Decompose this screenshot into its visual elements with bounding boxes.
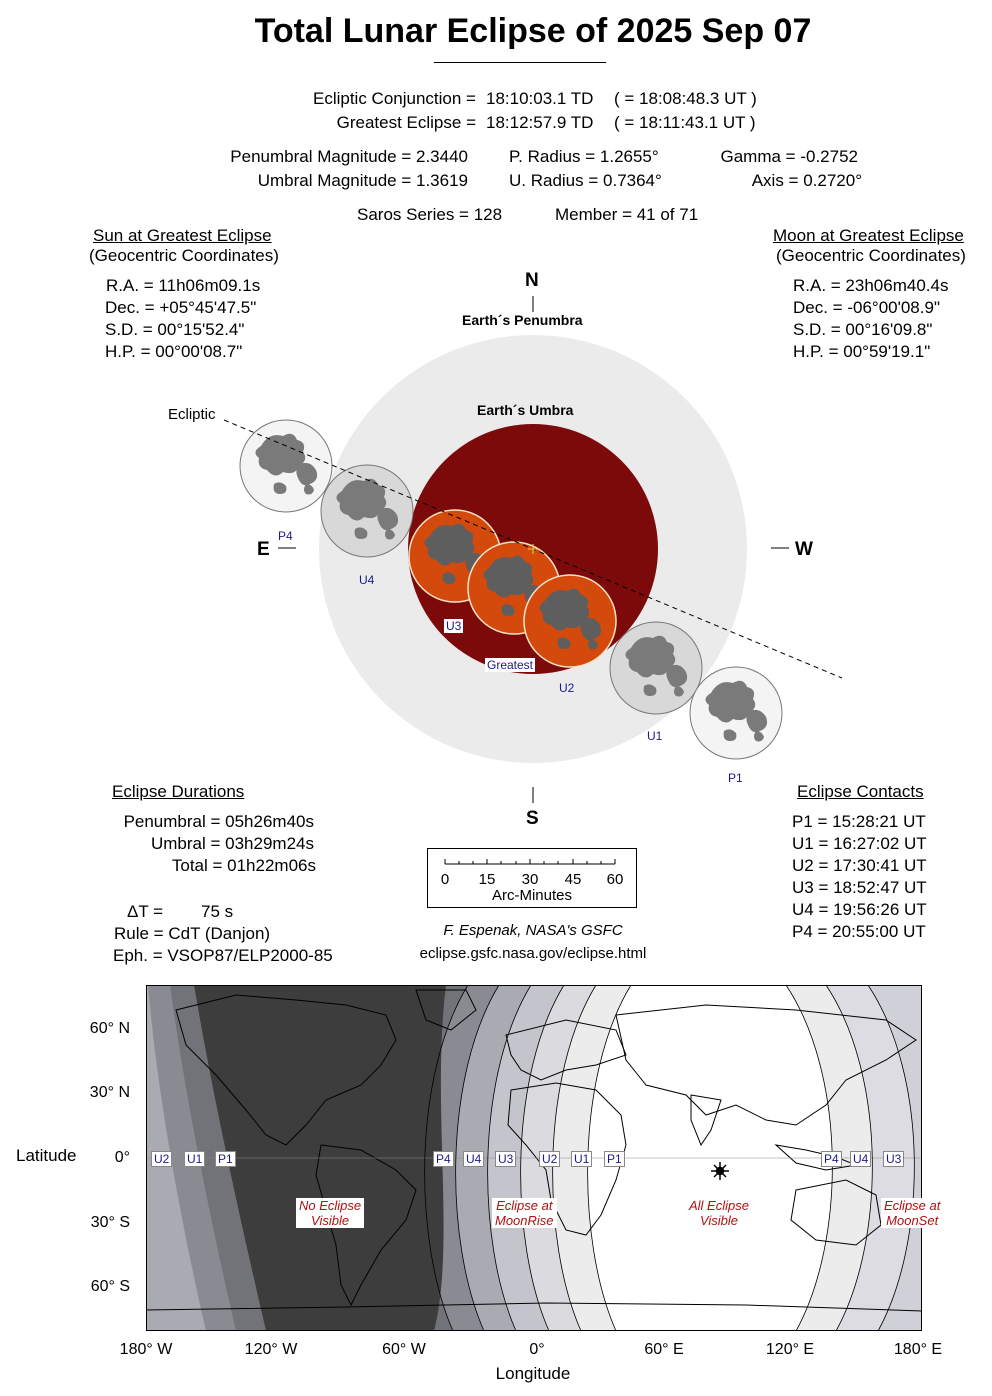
scale-tick-60: 60 [606,871,624,888]
moon-u2 [524,575,616,667]
credit-author: F. Espenak, NASA's GSFC [443,922,623,939]
sun-dec: Dec. = +05°45'47.5" [105,298,257,317]
sun-hp: H.P. = 00°00'08.7" [105,342,243,361]
lon-tick-180e: 180° E [893,1341,943,1358]
region-moonset-line1: Eclipse at [884,1198,941,1213]
map-mid-u4: U4 [463,1151,484,1167]
lon-tick-180w: 180° W [119,1341,173,1358]
duration-umbral: Umbral = 03h29m24s [150,834,314,853]
map-left-u1: U1 [184,1151,205,1167]
duration-penumbral: Penumbral = 05h26m40s [123,812,314,831]
moon-dec: Dec. = -06°00'08.9" [793,298,940,317]
east-label: E [257,539,270,560]
contact-u3: U3 = 18:52:47 UT [792,878,927,897]
penumbra-label: Earth´s Penumbra [462,312,583,328]
moon-hp: H.P. = 00°59'19.1" [793,342,931,361]
moon-ra: R.A. = 23h06m40.4s [793,276,949,295]
moon-u1 [610,622,702,714]
longitude-axis-title: Longitude [495,1364,571,1383]
region-all-line2: Visible [699,1213,739,1228]
sun-sd: S.D. = 00°15'52.4" [105,320,245,339]
sun-subheading: (Geocentric Coordinates) [89,246,279,265]
map-mid-u1: U1 [571,1151,592,1167]
map-mid-u2: U2 [539,1151,560,1167]
delta-t-label: ΔT = [127,902,164,921]
south-label: S [526,808,539,829]
moon-u4 [321,465,413,557]
region-moonset-line2: MoonSet [886,1213,939,1228]
duration-total: Total = 01h22m06s [171,856,316,875]
u-radius: U. Radius = 0.7364° [509,171,662,190]
lon-tick-120e: 120° E [765,1341,815,1358]
penumbral-magnitude: Penumbral Magnitude = 2.3440 [230,147,468,166]
contact-p4: P4 = 20:55:00 UT [792,922,926,941]
u2-label: U2 [559,681,575,695]
lat-tick-0: 0° [114,1149,130,1166]
credit-url: eclipse.gsfc.nasa.gov/eclipse.html [419,945,647,962]
saros-member: Member = 41 of 71 [555,205,699,224]
conjunction-label: Ecliptic Conjunction = [312,89,476,108]
lat-tick-60n: 60° N [89,1020,130,1037]
map-right-u3: U3 [883,1151,904,1167]
region-no-eclipse-line1: No Eclipse [299,1198,362,1213]
region-label-all-eclipse [686,1198,752,1228]
contact-u1: U1 = 16:27:02 UT [792,834,927,853]
axis: Axis = 0.2720° [751,171,862,190]
west-label: W [795,539,813,560]
north-label: N [525,270,539,291]
map-right-p4: P4 [821,1151,842,1167]
visibility-map [146,985,922,1331]
durations-heading: Eclipse Durations [112,782,245,801]
sun-ra: R.A. = 11h06m09.1s [106,276,261,295]
u3-label: U3 [446,619,462,633]
map-left-p1: P1 [215,1151,236,1167]
region-label-moonrise [492,1198,557,1228]
lon-tick-60e: 60° E [644,1341,684,1358]
gamma: Gamma = -0.2752 [720,147,858,166]
contact-p1: P1 = 15:28:21 UT [792,812,926,831]
latitude-axis-title: Latitude [16,1146,77,1165]
moon-subheading: (Geocentric Coordinates) [776,246,966,265]
contact-u4: U4 = 19:56:26 UT [792,900,927,919]
umbral-magnitude: Umbral Magnitude = 1.3619 [257,171,468,190]
map-right-u4: U4 [850,1151,871,1167]
scale-tick-45: 45 [564,871,582,888]
scale-unit-label: Arc-Minutes [491,887,573,904]
greatest-label-diagram: Greatest [487,658,534,672]
umbra-label: Earth´s Umbra [477,402,574,418]
saros-series: Saros Series = 128 [357,205,503,224]
map-left-u2: U2 [151,1151,172,1167]
sun-heading: Sun at Greatest Eclipse [93,226,272,245]
p1-label: P1 [728,771,743,785]
ecliptic-label: Ecliptic [168,406,216,423]
region-moonrise-line2: MoonRise [495,1213,554,1228]
lon-tick-60w: 60° W [382,1341,426,1358]
moon-sd: S.D. = 00°16'09.8" [793,320,933,339]
region-all-line1: All Eclipse [689,1198,749,1213]
rule: Rule = CdT (Danjon) [114,924,271,943]
map-mid-p1: P1 [604,1151,625,1167]
page-title: Total Lunar Eclipse of 2025 Sep 07 [254,12,812,50]
scale-tick-0: 0 [440,871,450,888]
lon-tick-0: 0° [529,1341,545,1358]
lat-tick-30n: 30° N [89,1084,130,1101]
moon-heading: Moon at Greatest Eclipse [773,226,964,245]
region-no-eclipse-line2: Visible [311,1213,350,1228]
region-label-no-eclipse [296,1198,364,1228]
region-moonrise-line1: Eclipse at [496,1198,553,1213]
greatest-td: 18:12:57.9 TD [486,113,594,132]
scale-tick-30: 30 [521,871,539,888]
lat-tick-30s: 30° S [90,1214,130,1231]
conjunction-td: 18:10:03.1 TD [486,89,594,108]
moon-p4 [240,420,332,512]
region-label-moonset [881,1198,943,1228]
u1-label: U1 [647,729,663,743]
p-radius: P. Radius = 1.2655° [509,147,659,166]
map-mid-u3: U3 [495,1151,516,1167]
lon-tick-120w: 120° W [244,1341,298,1358]
lat-tick-60s: 60° S [90,1278,130,1295]
greatest-ut: ( = 18:11:43.1 UT ) [614,113,756,132]
conjunction-ut: ( = 18:08:48.3 UT ) [614,89,757,108]
p4-label: P4 [278,529,293,543]
ephemeris: Eph. = VSOP87/ELP2000-85 [113,946,333,965]
scale-tick-15: 15 [478,871,496,888]
greatest-label: Greatest Eclipse = [336,113,476,132]
contacts-heading: Eclipse Contacts [797,782,924,801]
title-underline [434,62,606,63]
eclipse-diagram [0,260,992,840]
map-mid-p4: P4 [433,1151,454,1167]
contact-u2: U2 = 17:30:41 UT [792,856,927,875]
u4-label: U4 [359,573,375,587]
moon-p1 [690,667,782,759]
delta-t-value: 75 s [201,902,234,921]
